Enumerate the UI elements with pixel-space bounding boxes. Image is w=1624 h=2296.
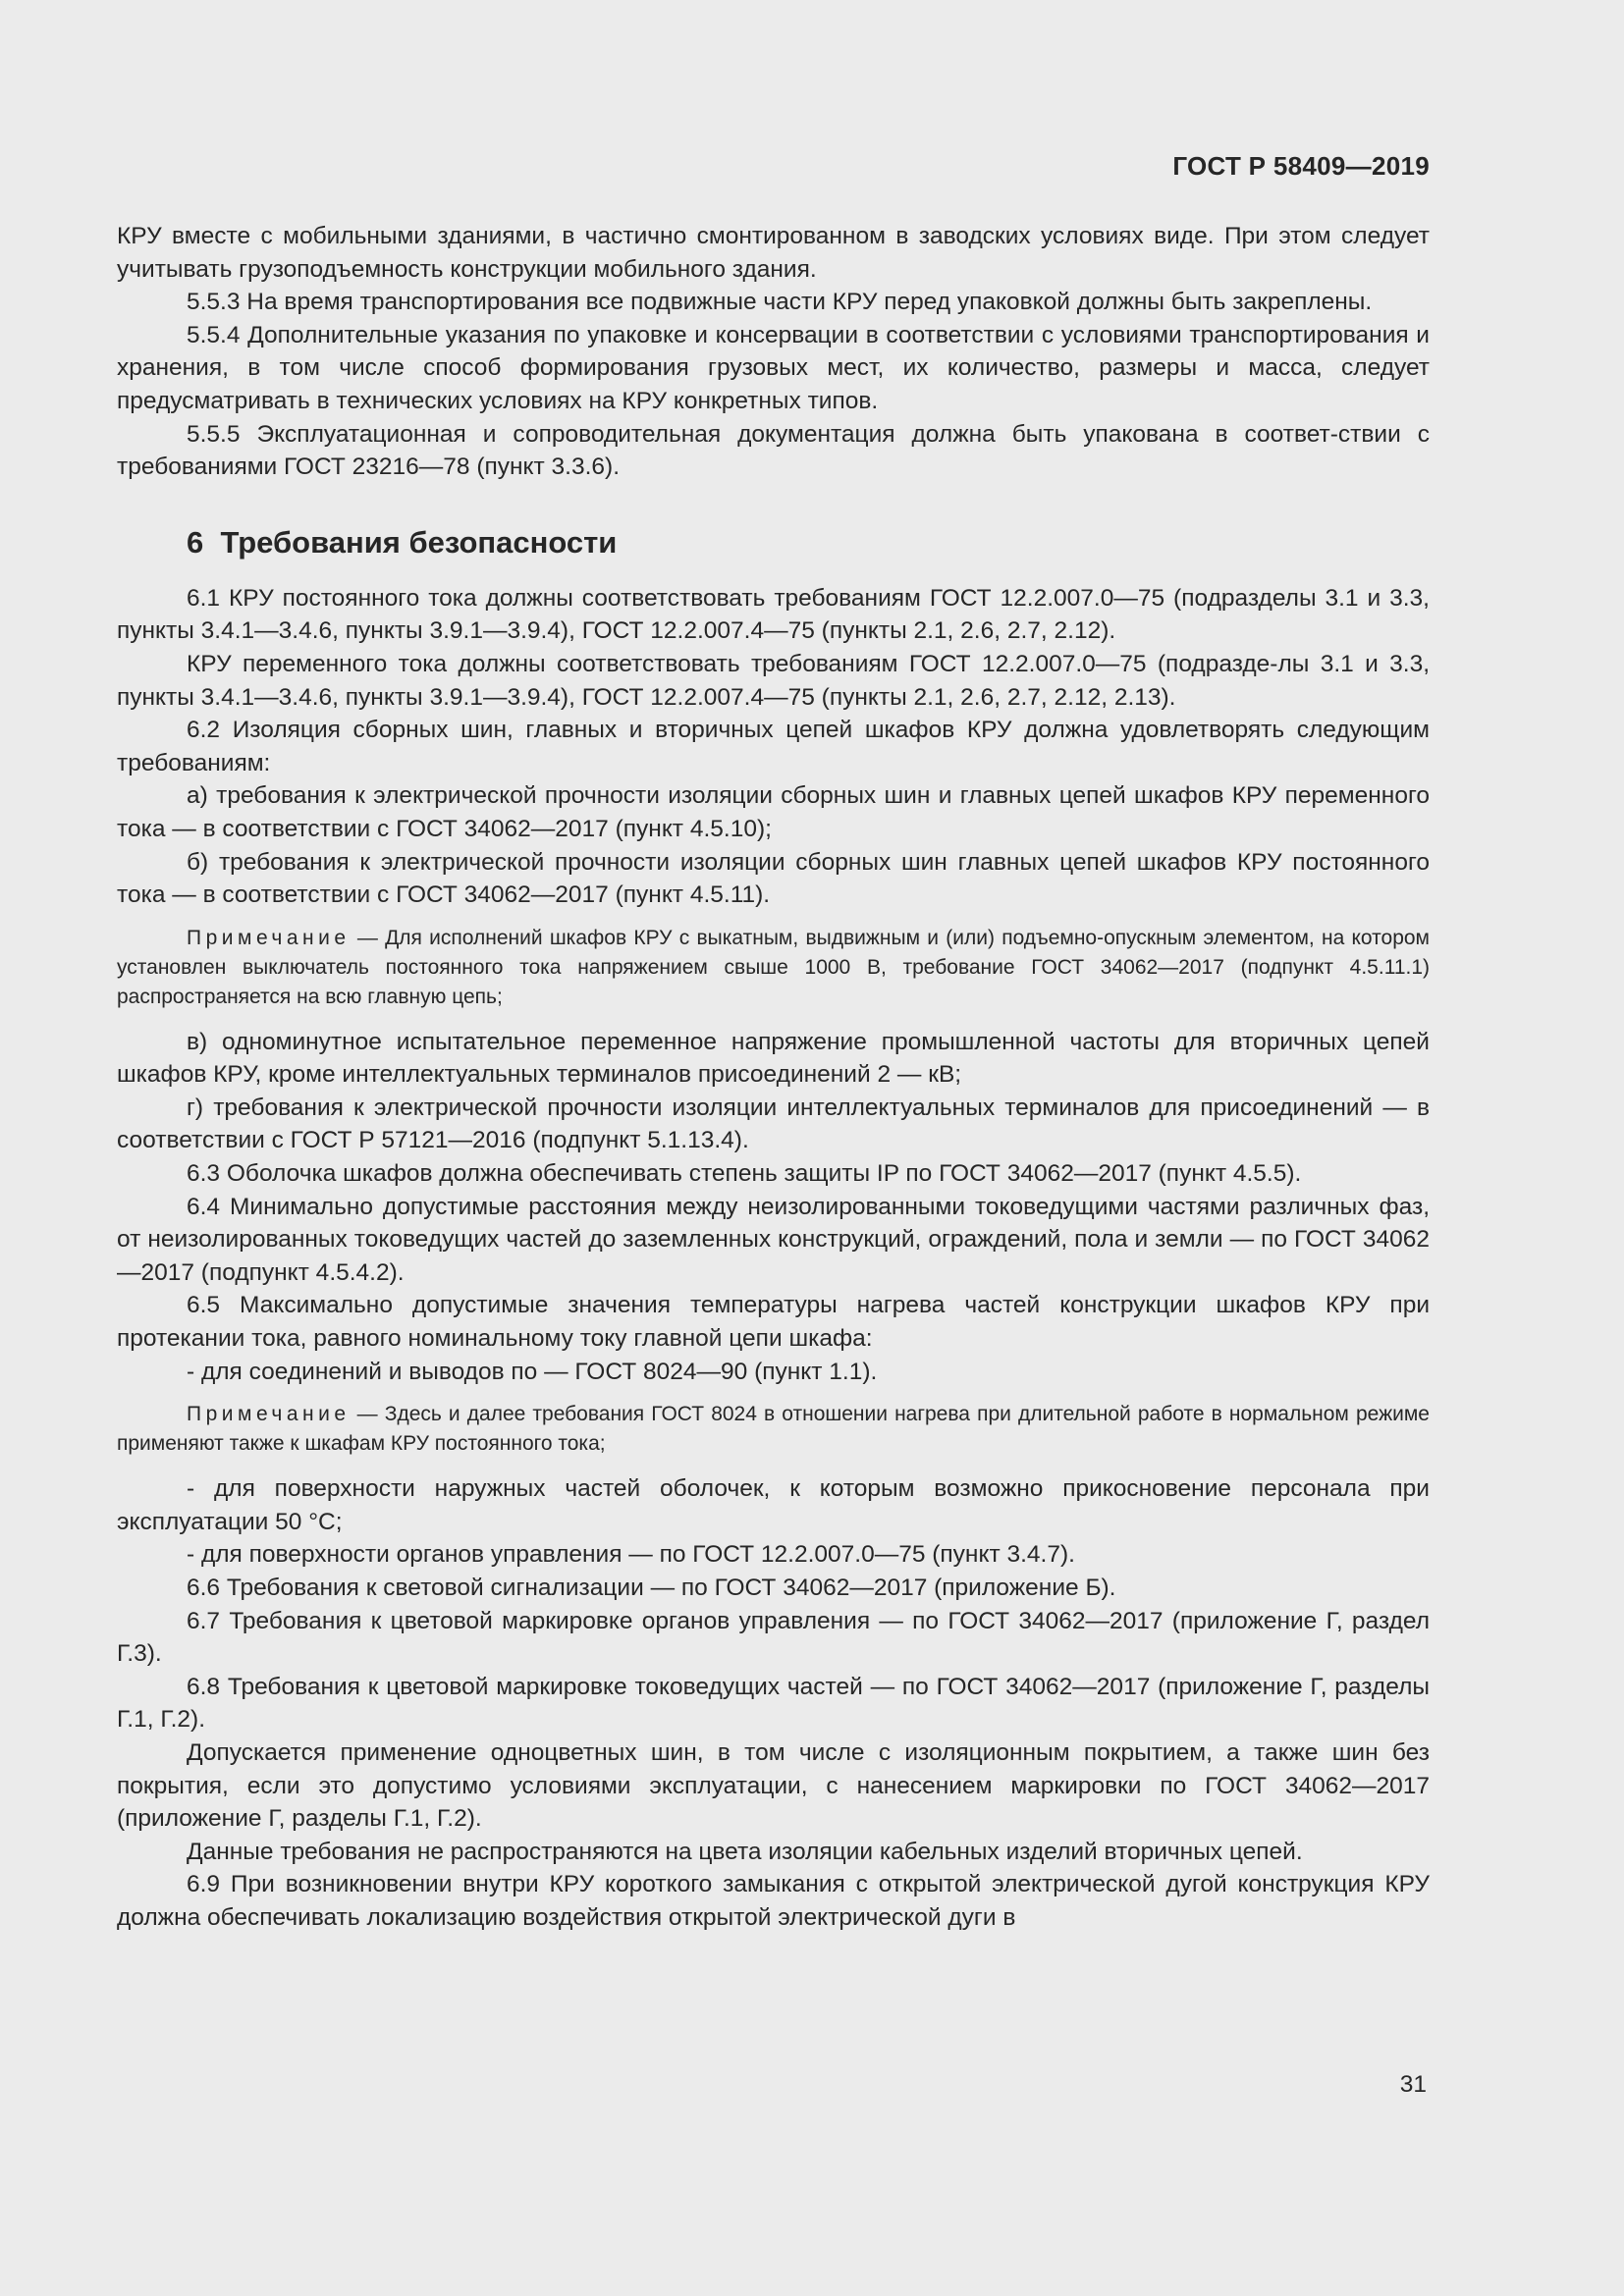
paragraph: Данные требования не распространяются на цвета изоляции кабельных изделий вторичных цепей.: [187, 1838, 1303, 1865]
paragraph-6-6: 6.6 Требования к световой сигнализации — по ГОСТ 34062—2017 (приложение Б).: [187, 1575, 1116, 1601]
list-item: а) требования к электрической прочности изоляции сборных шин и главных цепей шкафов КРУ переменного тока — в соответствии с ГОСТ 34062—2017 (пункт 4.5.10);: [117, 782, 1430, 842]
note: [117, 1400, 1430, 1459]
paragraph-6-8: 6.8 Требования к цветовой маркировке токоведущих частей — по ГОСТ 34062—2017 (приложение Г, разделы Г.1, Г.2).: [117, 1673, 1430, 1734]
paragraph-6-9: 6.9 При возникновении внутри КРУ короткого замыкания с открытой электрической дугой конструкция КРУ должна обеспечивать локализацию воздействия открытой электрической дуги в: [117, 1871, 1430, 1931]
paragraph-5-5-4: 5.5.4 Дополнительные указания по упаковке и консервации в соответствии с условиями транспортирования и хранения, в том числе способ формирования грузовых мест, их количество, размеры и масса, следует предусматривать в технических условиях на КРУ конкретных типов.: [117, 321, 1430, 414]
list-item: б) требования к электрической прочности изоляции сборных шин главных цепей шкафов КРУ постоянного тока — в соответствии с ГОСТ 34062—2017 (пункт 4.5.11).: [117, 848, 1430, 909]
paragraph: КРУ вместе с мобильными зданиями, в частично смонтированном в заводских условиях виде. При этом следует учитывать грузоподъемность конструкции мобильного здания.: [117, 223, 1430, 283]
paragraph-6-7: 6.7 Требования к цветовой маркировке органов управления — по ГОСТ 34062—2017 (приложение Г, раздел Г.3).: [117, 1607, 1430, 1668]
section-number: 6: [187, 524, 204, 560]
list-item: - для поверхности органов управления — по ГОСТ 12.2.007.0—75 (пункт 3.4.7).: [187, 1541, 1075, 1569]
paragraph: КРУ переменного тока должны соответствовать требованиям ГОСТ 12.2.007.0—75 (подразде-лы 3.1 и 3.3, пункты 3.4.1—3.4.6, пункты 3.9.1—3.9.4), ГОСТ 12.2.007.4—75 (пункты 2.1, 2.6, 2.7, 2.12, 2.13).: [117, 650, 1430, 711]
note-label: Примечание: [187, 1403, 351, 1426]
page-number: 31: [1399, 2071, 1427, 2098]
page-content: [117, 220, 1430, 1935]
paragraph-6-2: 6.2 Изоляция сборных шин, главных и вторичных цепей шкафов КРУ должна удовлетворять следующим требованиям:: [117, 717, 1430, 776]
document-header: ГОСТ Р 58409—2019: [1172, 151, 1430, 181]
list-item: в) одноминутное испытательное переменное напряжение промышленной частоты для вторичных цепей шкафов КРУ, кроме интеллектуальных терминалов присоединений 2 — кВ;: [117, 1028, 1430, 1089]
section-heading: [187, 523, 1430, 562]
note-text: — Здесь и далее требования ГОСТ 8024 в отношении нагрева при длительной работе в нормальном режиме применяют также к шкафам КРУ постоянного тока;: [117, 1403, 1430, 1456]
note: [117, 924, 1430, 1012]
paragraph-5-5-3: 5.5.3 На время транспортирования все подвижные части КРУ перед упаковкой должны быть закреплены.: [187, 289, 1373, 316]
paragraph: Допускается применение одноцветных шин, в том числе с изоляционным покрытием, а также шин без покрытия, если это допустимо условиями эксплуатации, с нанесением маркировки по ГОСТ 34062—2017 (приложение Г, разделы Г.1, Г.2).: [117, 1738, 1430, 1833]
paragraph-6-3: 6.3 Оболочка шкафов должна обеспечивать степень защиты IP по ГОСТ 34062—2017 (пункт 4.5.5).: [187, 1160, 1302, 1188]
list-item: - для поверхности наружных частей оболочек, к которым возможно прикосновение персонала при эксплуатации 50 °С;: [117, 1475, 1430, 1535]
note-label: Примечание: [187, 926, 351, 949]
paragraph-6-5: 6.5 Максимально допустимые значения температуры нагрева частей конструкции шкафов КРУ при протекании тока, равного номинальному току главной цепи шкафа:: [117, 1292, 1430, 1353]
list-item: г) требования к электрической прочности изоляции интеллектуальных терминалов для присоединений — в соответствии с ГОСТ Р 57121—2016 (подпункт 5.1.13.4).: [117, 1094, 1430, 1154]
section-title: Требования безопасности: [220, 524, 618, 560]
paragraph-6-4: 6.4 Минимально допустимые расстояния между неизолированными токоведущими частями различных фаз, от неизолированных токоведущих частей до заземленных конструкций, ограждений, пола и земли — по ГОСТ 34062—2017 (подпункт 4.5.4.2).: [117, 1193, 1430, 1286]
list-item: - для соединений и выводов по — ГОСТ 8024—90 (пункт 1.1).: [187, 1358, 878, 1385]
note-text: — Для исполнений шкафов КРУ с выкатным, выдвижным и (или) подъемно-опускным элементом, на котором установлен выключатель постоянного тока напряжением свыше 1000 В, требование ГОСТ 34062—2017 (подпункт 4.5.11.1) распространяется на всю главную цепь;: [117, 926, 1430, 1008]
paragraph-5-5-5: 5.5.5 Эксплуатационная и сопроводительная документация должна быть упакована в соответ-ствии с требованиями ГОСТ 23216—78 (пункт 3.3.6).: [117, 420, 1430, 481]
paragraph-6-1: 6.1 КРУ постоянного тока должны соответствовать требованиям ГОСТ 12.2.007.0—75 (подразделы 3.1 и 3.3, пункты 3.4.1—3.4.6, пункты 3.9.1—3.9.4), ГОСТ 12.2.007.4—75 (пункты 2.1, 2.6, 2.7, 2.12).: [117, 584, 1430, 645]
